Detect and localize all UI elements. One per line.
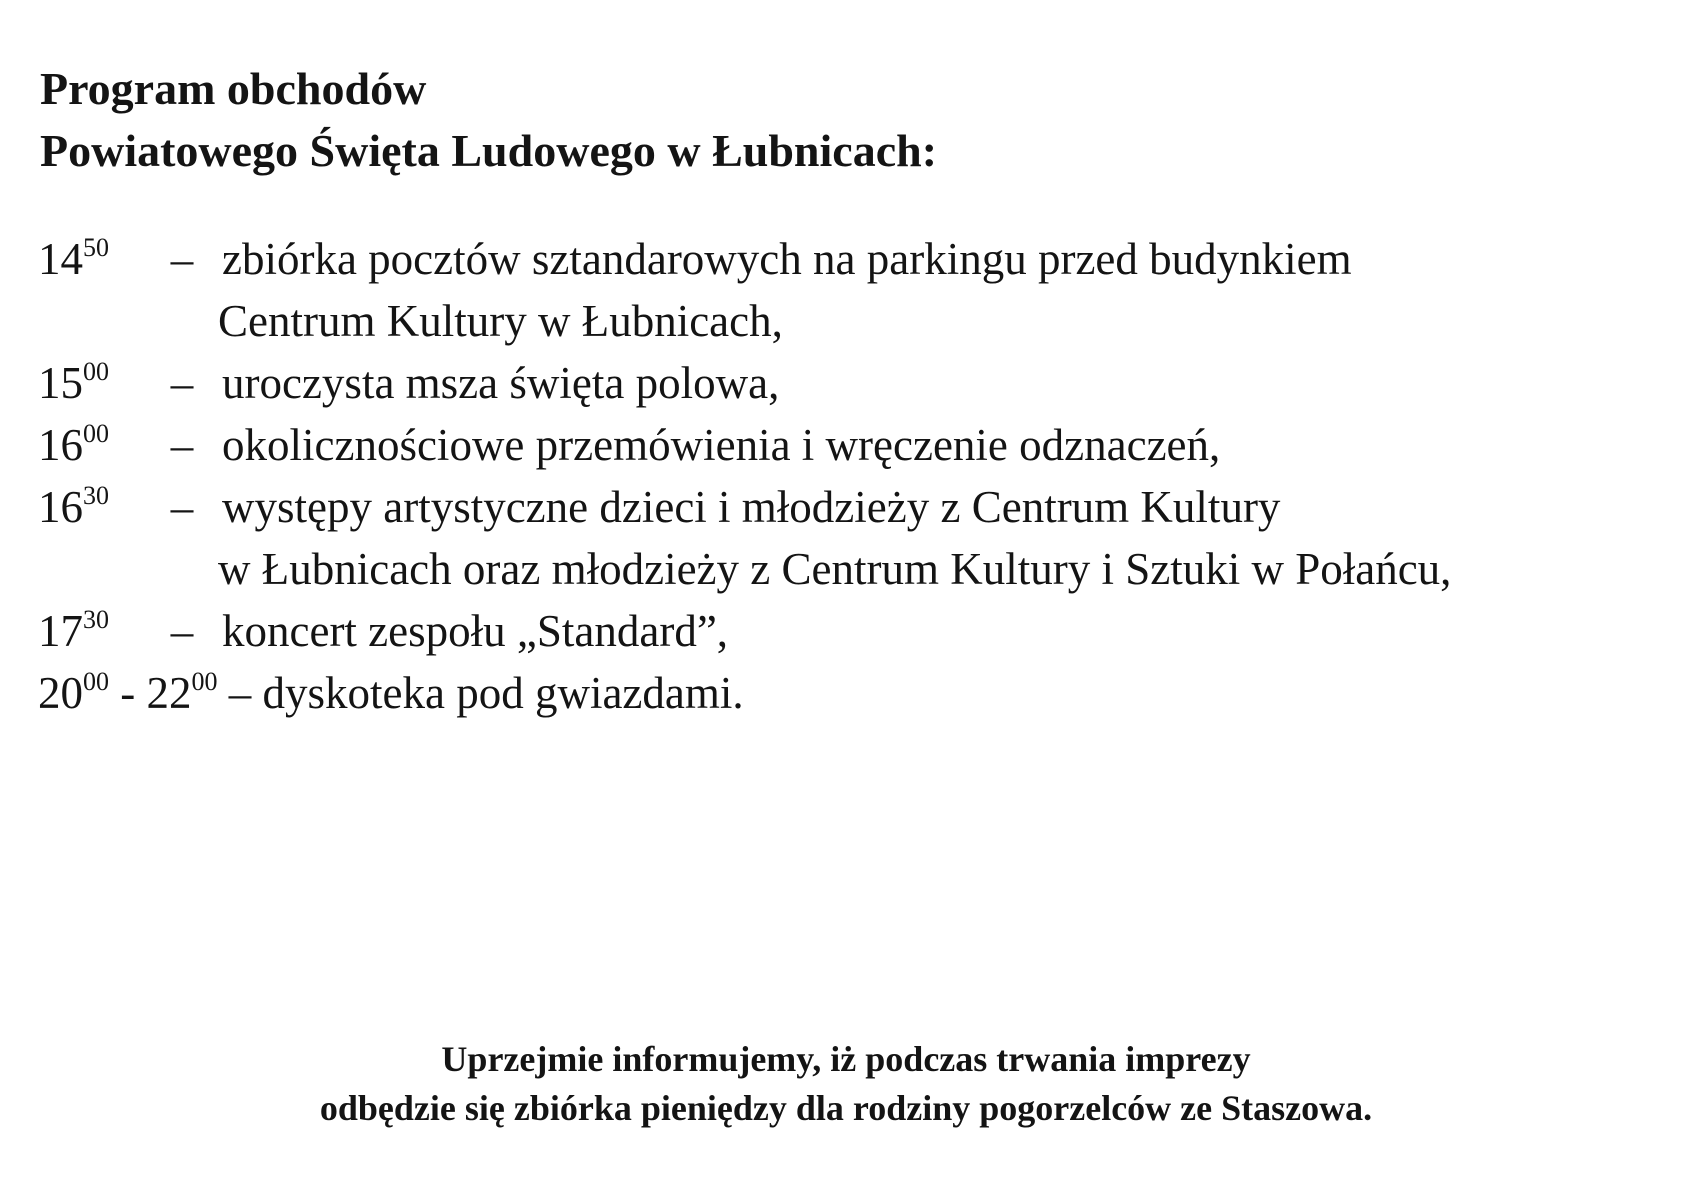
time-hour: 16 bbox=[38, 482, 83, 532]
time-hour: 14 bbox=[38, 234, 83, 284]
time-start-minutes: 00 bbox=[83, 667, 109, 696]
notice-line-2: odbędzie się zbiórka pieniędzy dla rodziny pogorzelców ze Staszowa. bbox=[319, 1088, 1373, 1128]
schedule-item bbox=[38, 228, 1451, 290]
schedule-time bbox=[38, 228, 156, 290]
time-end-minutes: 00 bbox=[191, 667, 218, 696]
schedule-dash: – bbox=[170, 606, 194, 656]
title-line-2: Powiatowego Święta Ludowego w Łubnicach: bbox=[40, 125, 938, 176]
schedule-description-continuation: Centrum Kultury w Łubnicach, bbox=[218, 296, 783, 346]
time-minutes: 50 bbox=[83, 233, 109, 262]
notice bbox=[0, 1035, 1692, 1133]
schedule-time bbox=[38, 414, 156, 476]
schedule-description: uroczysta msza święta polowa, bbox=[222, 358, 780, 408]
schedule-item bbox=[38, 352, 1451, 414]
schedule-description-continuation: w Łubnicach oraz młodzieży z Centrum Kultury i Sztuki w Połańcu, bbox=[218, 544, 1452, 594]
time-hour: 15 bbox=[38, 358, 83, 408]
title-line-1: Program obchodów bbox=[40, 63, 427, 114]
time-minutes: 00 bbox=[83, 357, 109, 386]
schedule-dash: – bbox=[170, 420, 194, 470]
schedule-time bbox=[38, 600, 156, 662]
time-start-hour: 20 bbox=[38, 668, 83, 718]
time-end-hour: 22 bbox=[146, 668, 192, 718]
schedule-description: okolicznościowe przemówienia i wręczenie odznaczeń, bbox=[222, 420, 1221, 470]
schedule-description: występy artystyczne dzieci i młodzieży z Centrum Kultury bbox=[222, 482, 1281, 532]
schedule-item bbox=[38, 600, 1451, 662]
schedule-item bbox=[38, 476, 1451, 538]
schedule-description: koncert zespołu „Standard”, bbox=[222, 606, 729, 656]
schedule-time bbox=[38, 352, 156, 414]
time-range-separator: - bbox=[109, 668, 147, 718]
schedule-dash: – bbox=[170, 234, 194, 284]
page-title bbox=[40, 58, 937, 182]
time-hour: 16 bbox=[38, 420, 83, 470]
schedule-item bbox=[38, 414, 1451, 476]
time-hour: 17 bbox=[38, 606, 83, 656]
time-minutes: 30 bbox=[83, 605, 109, 634]
schedule-dash: – bbox=[170, 358, 194, 408]
time-minutes: 30 bbox=[83, 481, 109, 510]
schedule-description: – dyskoteka pod gwiazdami. bbox=[217, 668, 744, 718]
schedule-time bbox=[38, 476, 156, 538]
time-minutes: 00 bbox=[83, 419, 109, 448]
schedule-list bbox=[38, 228, 1451, 724]
schedule-item-evening bbox=[38, 662, 1451, 724]
schedule-dash: – bbox=[170, 482, 194, 532]
notice-line-1: Uprzejmie informujemy, iż podczas trwania imprezy bbox=[441, 1039, 1251, 1079]
schedule-description: zbiórka pocztów sztandarowych na parkingu przed budynkiem bbox=[222, 234, 1352, 284]
